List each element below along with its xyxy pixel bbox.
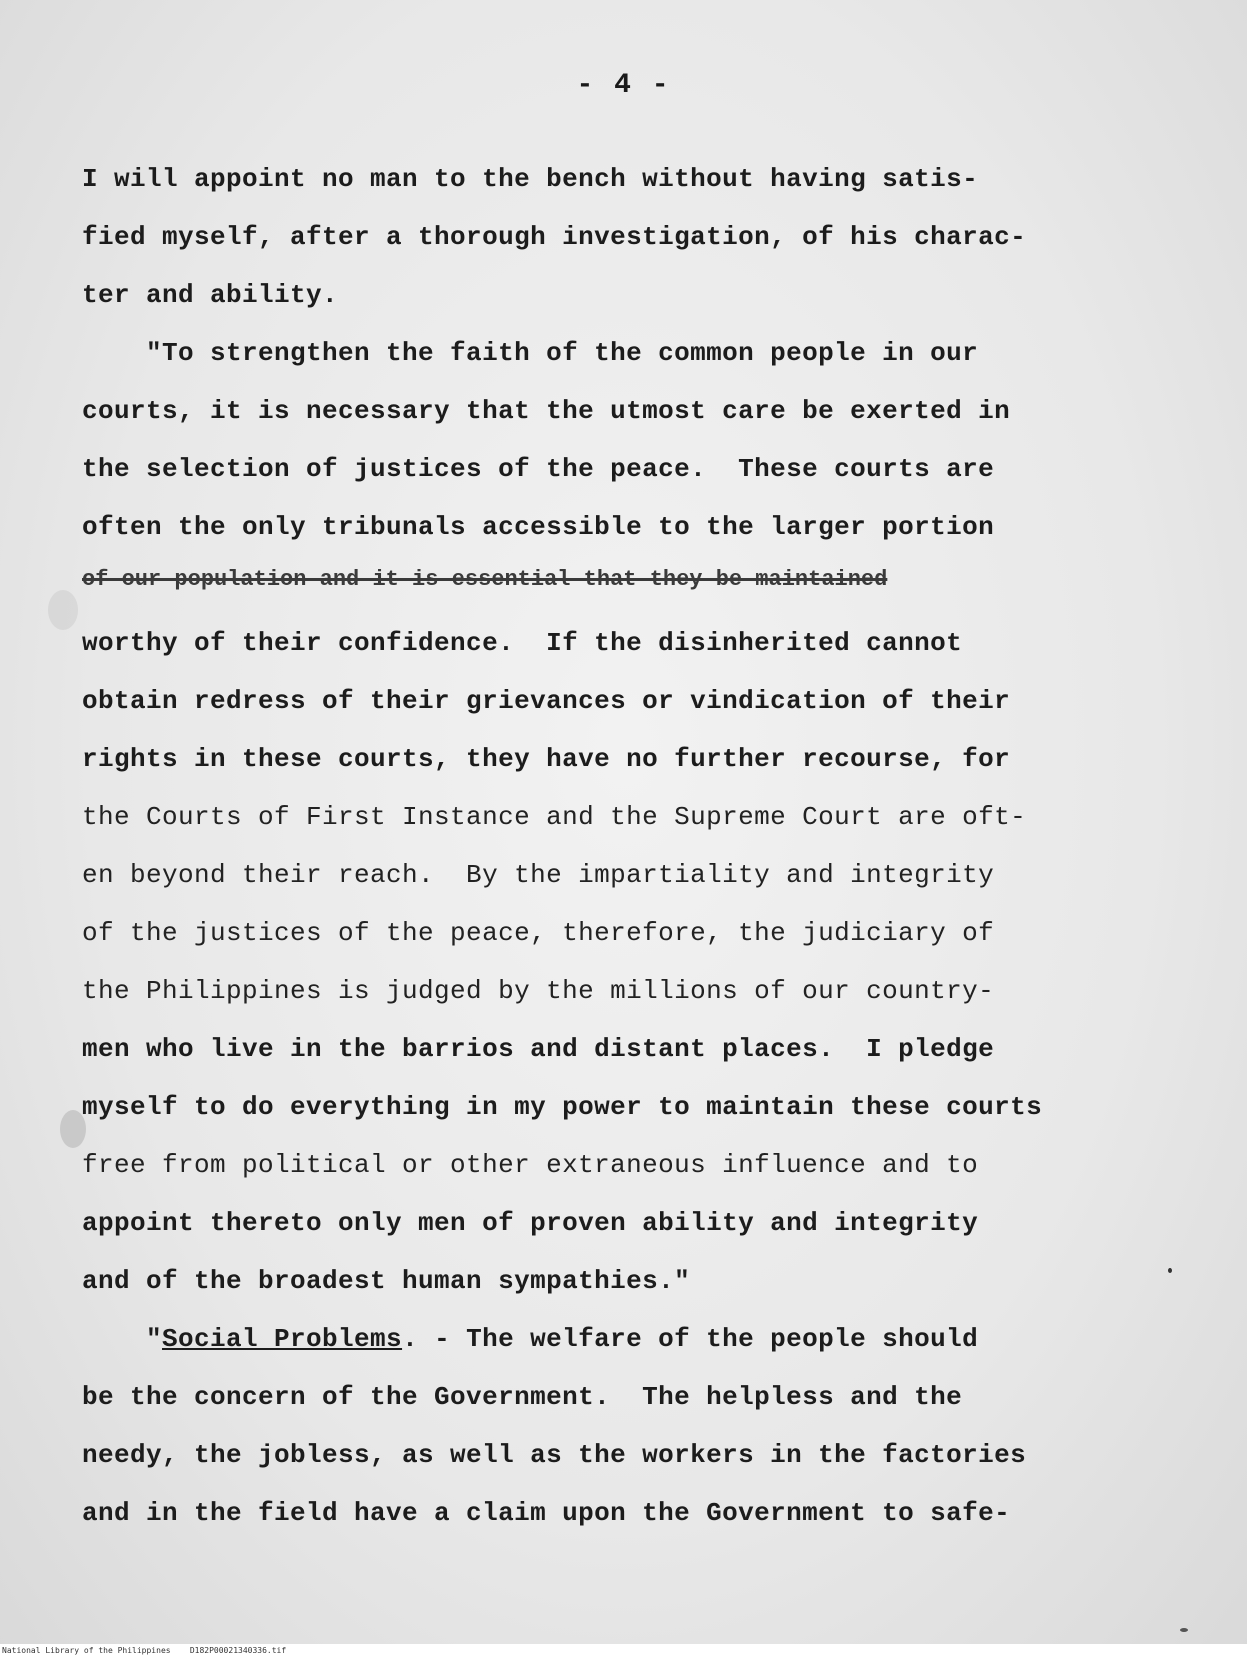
text-line: ter and ability.: [82, 280, 339, 310]
text-line: of the justices of the peace, therefore, the judiciary of: [82, 918, 995, 948]
text-line: the Philippines is judged by the millions of our country-: [82, 976, 995, 1006]
paragraph-lines: [82, 150, 1192, 1310]
text-line: free from political or other extraneous influence and to: [82, 1150, 979, 1180]
text-line: and in the field have a claim upon the Government to safe-: [82, 1498, 1011, 1528]
text-line: be the concern of the Government. The helpless and the: [82, 1382, 963, 1412]
text-line: courts, it is necessary that the utmost care be exerted in: [82, 396, 1011, 426]
scan-footer: National Library of the Philippines D182P00021340336.tif: [0, 1644, 1247, 1658]
text-line: the selection of justices of the peace. These courts are: [82, 454, 995, 484]
text-line: appoint thereto only men of proven ability and integrity: [82, 1208, 979, 1238]
scan-speck: [48, 590, 78, 630]
page-number: - 4 -: [576, 70, 671, 101]
text-line: myself to do everything in my power to maintain these courts: [82, 1092, 1043, 1122]
scan-speck: [1180, 1628, 1188, 1632]
text-line: fied myself, after a thorough investigation, of his charac-: [82, 222, 1027, 252]
text-line: I will appoint no man to the bench without having satis-: [82, 164, 979, 194]
text-line: needy, the jobless, as well as the workers in the factories: [82, 1440, 1027, 1470]
text-line: men who live in the barrios and distant places. I pledge: [82, 1034, 995, 1064]
closing-lines: [82, 1368, 1192, 1542]
quote-indent: ": [82, 1324, 163, 1354]
text-line: obtain redress of their grievances or vindication of their: [82, 686, 1011, 716]
text-line: rights in these courts, they have no further recourse, for: [82, 744, 1011, 774]
text-line: en beyond their reach. By the impartiality and integrity: [82, 860, 995, 890]
text-line: "To strengthen the faith of the common people in our: [82, 338, 979, 368]
social-problems-line: [82, 1310, 1192, 1368]
text-line: the Courts of First Instance and the Supreme Court are oft-: [82, 802, 1027, 832]
text-line-overtyped: of our population and it is essential that they be maintained: [82, 567, 888, 592]
body-text: [82, 150, 1192, 1542]
text-line: often the only tribunals accessible to the larger portion: [82, 512, 995, 542]
text-line: and of the broadest human sympathies.": [82, 1266, 691, 1296]
section-heading-rest: . - The welfare of the people should: [402, 1324, 979, 1354]
text-line: worthy of their confidence. If the disinherited cannot: [82, 628, 963, 658]
section-heading-social-problems: Social Problems: [162, 1324, 403, 1354]
